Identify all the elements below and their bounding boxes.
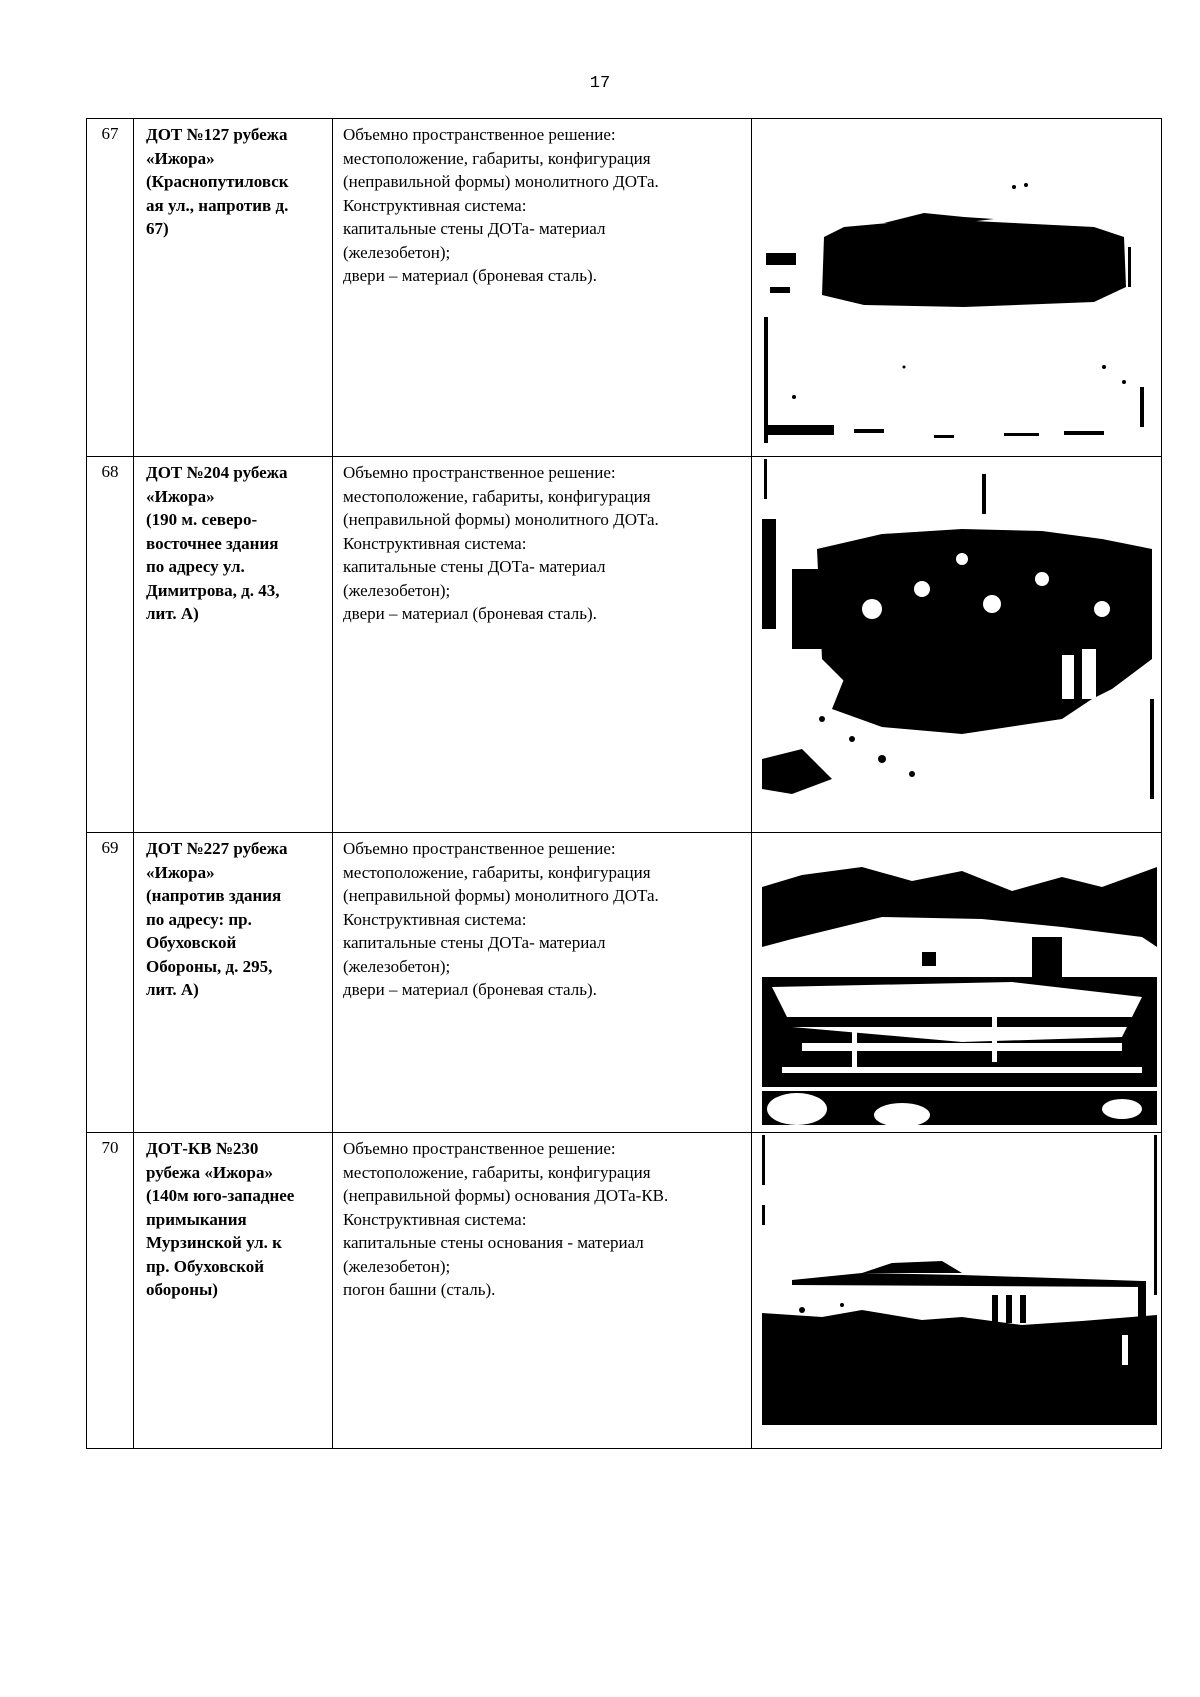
description-line: Конструктивная система:	[343, 909, 527, 929]
object-name-line: «Ижора»	[146, 148, 215, 168]
photo-cell	[752, 1133, 1162, 1449]
table-row	[87, 1133, 1162, 1449]
object-name-line: ДОТ №127 рубежа	[146, 125, 288, 144]
object-name-line: ДОТ №227 рубежа	[146, 839, 288, 858]
bunker-photo	[764, 167, 1154, 443]
object-name-line: (140м юго-западнее	[146, 1186, 295, 1205]
description-line: Объемно пространственное решение:	[343, 1139, 616, 1158]
description-line: местоположение, габариты, конфигурация	[343, 148, 651, 168]
description-line: (неправильной формы) монолитного ДОТа.	[343, 510, 659, 529]
description-line: капитальные стены ДОТа- материал	[343, 933, 606, 952]
description-line: (неправильной формы) основания ДОТа-КВ.	[343, 1186, 669, 1205]
object-name-line: ая ул., напротив д.	[146, 195, 289, 215]
description-line: местоположение, габариты, конфигурация	[343, 862, 651, 882]
row-number: 69	[87, 833, 134, 1133]
photo-cell	[752, 119, 1162, 457]
object-name	[134, 1133, 333, 1449]
object-name-line: примыкания	[146, 1209, 247, 1229]
object-name-line: обороны)	[146, 1280, 218, 1299]
description-line: (железобетон);	[343, 956, 451, 976]
photo-cell	[752, 833, 1162, 1133]
table-row	[87, 457, 1162, 833]
object-description	[333, 119, 752, 457]
object-description	[333, 457, 752, 833]
description-line: капитальные стены ДОТа- материал	[343, 219, 606, 238]
object-name-line: 67)	[146, 219, 169, 238]
description-line: Конструктивная система:	[343, 195, 527, 215]
object-name-line: «Ижора»	[146, 862, 215, 882]
description-line: (железобетон);	[343, 1256, 451, 1276]
description-line: местоположение, габариты, конфигурация	[343, 486, 651, 506]
description-line: Объемно пространственное решение:	[343, 839, 616, 858]
object-name-line: пр. Обуховской	[146, 1256, 265, 1276]
object-name	[134, 119, 333, 457]
bunker-photo	[762, 1135, 1157, 1425]
object-name-line: (Краснопутиловск	[146, 172, 289, 191]
object-name-line: ДОТ-КВ №230	[146, 1139, 259, 1158]
row-number: 68	[87, 457, 134, 833]
fortification-registry-table	[86, 118, 1162, 1449]
object-name-line: Обороны, д. 295,	[146, 956, 273, 976]
description-line: Конструктивная система:	[343, 1209, 527, 1229]
object-description	[333, 1133, 752, 1449]
description-line: капитальные стены основания - материал	[343, 1233, 644, 1252]
object-name-line: лит. А)	[146, 980, 199, 999]
object-name-line: ДОТ №204 рубежа	[146, 463, 288, 482]
description-line: капитальные стены ДОТа- материал	[343, 557, 606, 576]
object-name-line: (190 м. северо-	[146, 510, 258, 529]
description-line: двери – материал (броневая сталь).	[343, 980, 597, 999]
object-name-line: (напротив здания	[146, 886, 282, 905]
description-line: погон башни (сталь).	[343, 1280, 496, 1299]
row-number: 67	[87, 119, 134, 457]
description-line: (железобетон);	[343, 580, 451, 600]
bunker-photo	[762, 847, 1157, 1125]
description-line: (железобетон);	[343, 242, 451, 262]
object-description	[333, 833, 752, 1133]
table-row	[87, 833, 1162, 1133]
object-name-line: по адресу ул.	[146, 557, 245, 576]
object-name-line: Димитрова, д. 43,	[146, 580, 280, 600]
object-name-line: по адресу: пр.	[146, 909, 252, 929]
description-line: двери – материал (броневая сталь).	[343, 266, 597, 285]
table-row	[87, 119, 1162, 457]
row-number: 70	[87, 1133, 134, 1449]
object-name-line: Обуховской	[146, 933, 237, 952]
description-line: (неправильной формы) монолитного ДОТа.	[343, 886, 659, 905]
object-name-line: лит. А)	[146, 604, 199, 623]
object-name-line: Мурзинской ул. к	[146, 1233, 282, 1252]
object-name-line: восточнее здания	[146, 533, 279, 553]
object-name	[134, 833, 333, 1133]
description-line: Конструктивная система:	[343, 533, 527, 553]
description-line: Объемно пространственное решение:	[343, 463, 616, 482]
description-line: (неправильной формы) монолитного ДОТа.	[343, 172, 659, 191]
page-number: 17	[589, 74, 611, 93]
description-line: двери – материал (броневая сталь).	[343, 604, 597, 623]
description-line: местоположение, габариты, конфигурация	[343, 1162, 651, 1182]
description-line: Объемно пространственное решение:	[343, 125, 616, 144]
object-name-line: «Ижора»	[146, 486, 215, 506]
object-name-line: рубежа «Ижора»	[146, 1162, 273, 1182]
object-name	[134, 457, 333, 833]
bunker-photo	[762, 459, 1157, 799]
photo-cell	[752, 457, 1162, 833]
